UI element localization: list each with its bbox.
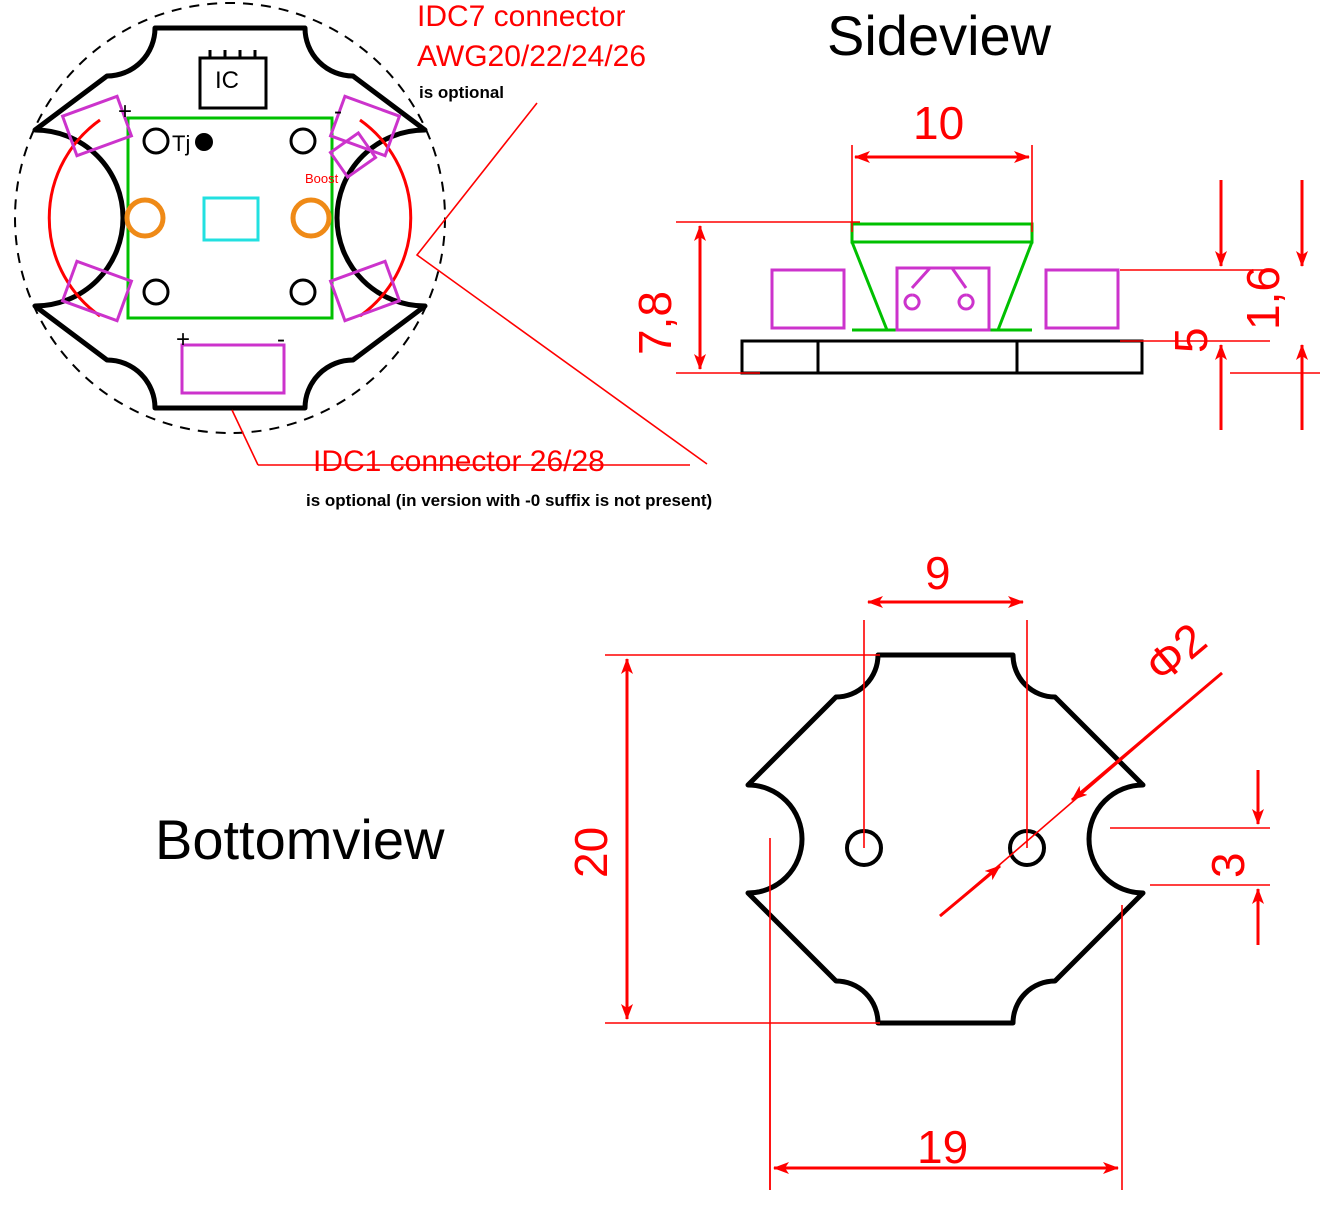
dim-sideview-height: 7,8 — [629, 291, 681, 355]
dim-bottom-hole-offset: 3 — [1202, 852, 1254, 878]
minus-bottom-label: - — [277, 326, 285, 353]
dim-bottom-width-outer: 19 — [917, 1121, 969, 1173]
dim-bottom-width-inner: 9 — [925, 547, 951, 599]
plus-bottom-label: + — [176, 326, 191, 353]
dim-sideview-width: 10 — [913, 97, 965, 149]
bottomview-title: Bottomview — [155, 808, 445, 871]
idc1-optional-note: is optional (in version with -0 suffix is not present) — [306, 491, 713, 510]
plus-top-label: + — [118, 98, 133, 125]
ic-label: IC — [215, 67, 239, 94]
sideview-group — [676, 145, 1320, 430]
dim-bottom-hole-diameter: Φ2 — [1135, 612, 1217, 693]
dim-sideview-thickness: 1,6 — [1237, 266, 1289, 330]
idc7-connector-label-line1: IDC7 connector — [417, 0, 626, 33]
boost-label: Boost — [305, 171, 339, 186]
sideview-title: Sideview — [827, 4, 1052, 67]
dim-sideview-board: 5 — [1165, 327, 1217, 353]
tj-label: Tj — [172, 131, 191, 156]
idc7-connector-label-line2: AWG20/22/24/26 — [417, 40, 647, 73]
idc7-optional-note: is optional — [419, 83, 504, 102]
dim-bottom-height: 20 — [565, 826, 617, 878]
minus-top-label: - — [334, 98, 342, 125]
idc1-connector-label: IDC1 connector 26/28 — [313, 445, 605, 478]
